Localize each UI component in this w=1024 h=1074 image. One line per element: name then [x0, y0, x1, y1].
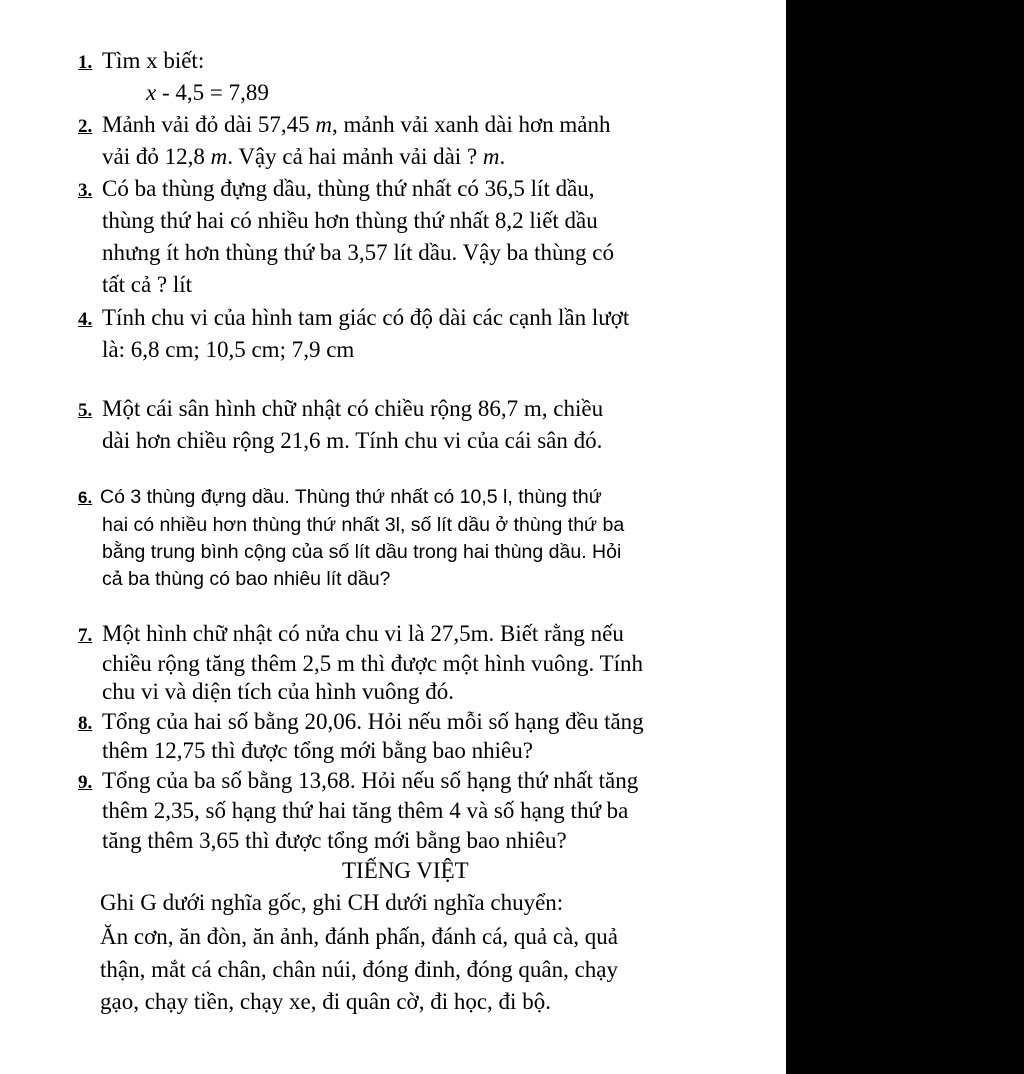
- problem-3-line-4: tất cả ? lít: [102, 272, 193, 297]
- problem-text: Tổng của hai số bằng 20,06. Hỏi nếu mỗi số hạng đều tăng: [102, 709, 644, 734]
- problem-3-line-2: thùng thứ hai có nhiều hơn thùng thứ nhất 8,2 liết dầu: [102, 208, 598, 233]
- problem-number: 9.: [78, 772, 93, 793]
- problem-3: [78, 174, 595, 206]
- problem-5: [78, 394, 603, 426]
- problem-text: Tính chu vi của hình tam giác có độ dài các cạnh lần lượt: [102, 305, 630, 330]
- problem-7-line-3: chu vi và diện tích của hình vuông đó.: [102, 679, 454, 704]
- problem-3-line-3: nhưng ít hơn thùng thứ ba 3,57 lít dầu. Vậy ba thùng có: [102, 240, 614, 265]
- problem-text: Có ba thùng đựng dầu, thùng thứ nhất có 36,5 lít dầu,: [102, 176, 595, 201]
- problem-text: Tổng của ba số bằng 13,68. Hỏi nếu số hạng thứ nhất tăng: [102, 768, 639, 793]
- problem-6-line-2: hai có nhiều hơn thùng thứ nhất 3l, số lít dầu ở thùng thứ ba: [102, 514, 625, 536]
- unit-m: m: [482, 144, 500, 169]
- problem-text: . Vậy cả hai mảnh vải dài ?: [227, 144, 483, 169]
- problem-number: 4.: [78, 309, 93, 330]
- problem-text: .: [499, 144, 506, 169]
- problem-6-line-4: cả ba thùng có bao nhiêu lít dầu?: [102, 568, 391, 590]
- problem-text: Một hình chữ nhật có nửa chu vi là 27,5m. Biết rằng nếu: [102, 621, 624, 646]
- problem-number: 3.: [78, 180, 93, 201]
- problem-number: 5.: [78, 400, 93, 421]
- formula-rest: - 4,5 = 7,89: [156, 80, 269, 105]
- black-margin: [786, 0, 1024, 1074]
- problem-9: [78, 766, 638, 798]
- problem-number: 8.: [78, 713, 93, 734]
- problem-9-line-2: thêm 2,35, số hạng thứ hai tăng thêm 4 và số hạng thứ ba: [102, 798, 629, 823]
- word-list-line-2: thận, mắt cá chân, chân núi, đóng đinh, đóng quân, chạy: [100, 957, 618, 982]
- problem-text: Mảnh vải đỏ dài 57,45: [102, 112, 316, 137]
- problem-number: 1.: [78, 52, 93, 73]
- problem-8: [78, 707, 644, 739]
- problem-2: [78, 110, 611, 142]
- problem-9-line-3: tăng thêm 3,65 thì được tổng mới bằng bao nhiêu?: [102, 828, 567, 853]
- formula-variable: x: [146, 80, 157, 105]
- problem-1: [78, 46, 204, 78]
- problem-6-line-3: bằng trung bình cộng của số lít dầu trong hai thùng dầu. Hỏi: [102, 541, 622, 563]
- problem-2-line-2: [102, 142, 505, 172]
- word-list-line-3: gạo, chạy tiền, chạy xe, đi quân cờ, đi học, đi bộ.: [100, 989, 551, 1014]
- word-list-line-1: Ăn cơn, ăn đòn, ăn ảnh, đánh phấn, đánh cá, quả cà, quả: [100, 924, 618, 949]
- problem-text: vải đỏ 12,8: [102, 144, 211, 169]
- vietnamese-instruction: Ghi G dưới nghĩa gốc, ghi CH dưới nghĩa chuyển:: [100, 890, 564, 915]
- problem-number: 7.: [78, 625, 93, 646]
- problem-text: Một cái sân hình chữ nhật có chiều rộng 86,7 m, chiều: [102, 396, 604, 421]
- problem-4-line-2: là: 6,8 cm; 10,5 cm; 7,9 cm: [102, 337, 355, 362]
- problem-text: , mảnh vải xanh dài hơn mảnh: [331, 112, 611, 137]
- problem-7-line-2: chiều rộng tăng thêm 2,5 m thì được một hình vuông. Tính: [102, 651, 644, 676]
- problem-number: 2.: [78, 116, 93, 137]
- problem-text: Tìm x biết:: [102, 48, 205, 73]
- problem-7: [78, 619, 624, 651]
- unit-m: m: [315, 112, 332, 137]
- problem-4: [78, 303, 629, 335]
- problem-8-line-2: thêm 12,75 thì được tổng mới bằng bao nhiêu?: [102, 738, 533, 763]
- problem-text: Có 3 thùng đựng dầu. Thùng thứ nhất có 10,5 l, thùng thứ: [100, 486, 602, 508]
- problem-5-line-2: dài hơn chiều rộng 21,6 m. Tính chu vi của cái sân đó.: [102, 428, 603, 453]
- problem-number: 6.: [78, 488, 93, 507]
- section-heading: TIẾNG VIỆT: [342, 858, 469, 883]
- problem-1-formula: [146, 78, 269, 108]
- problem-6: [78, 483, 602, 512]
- unit-m: m: [210, 144, 228, 169]
